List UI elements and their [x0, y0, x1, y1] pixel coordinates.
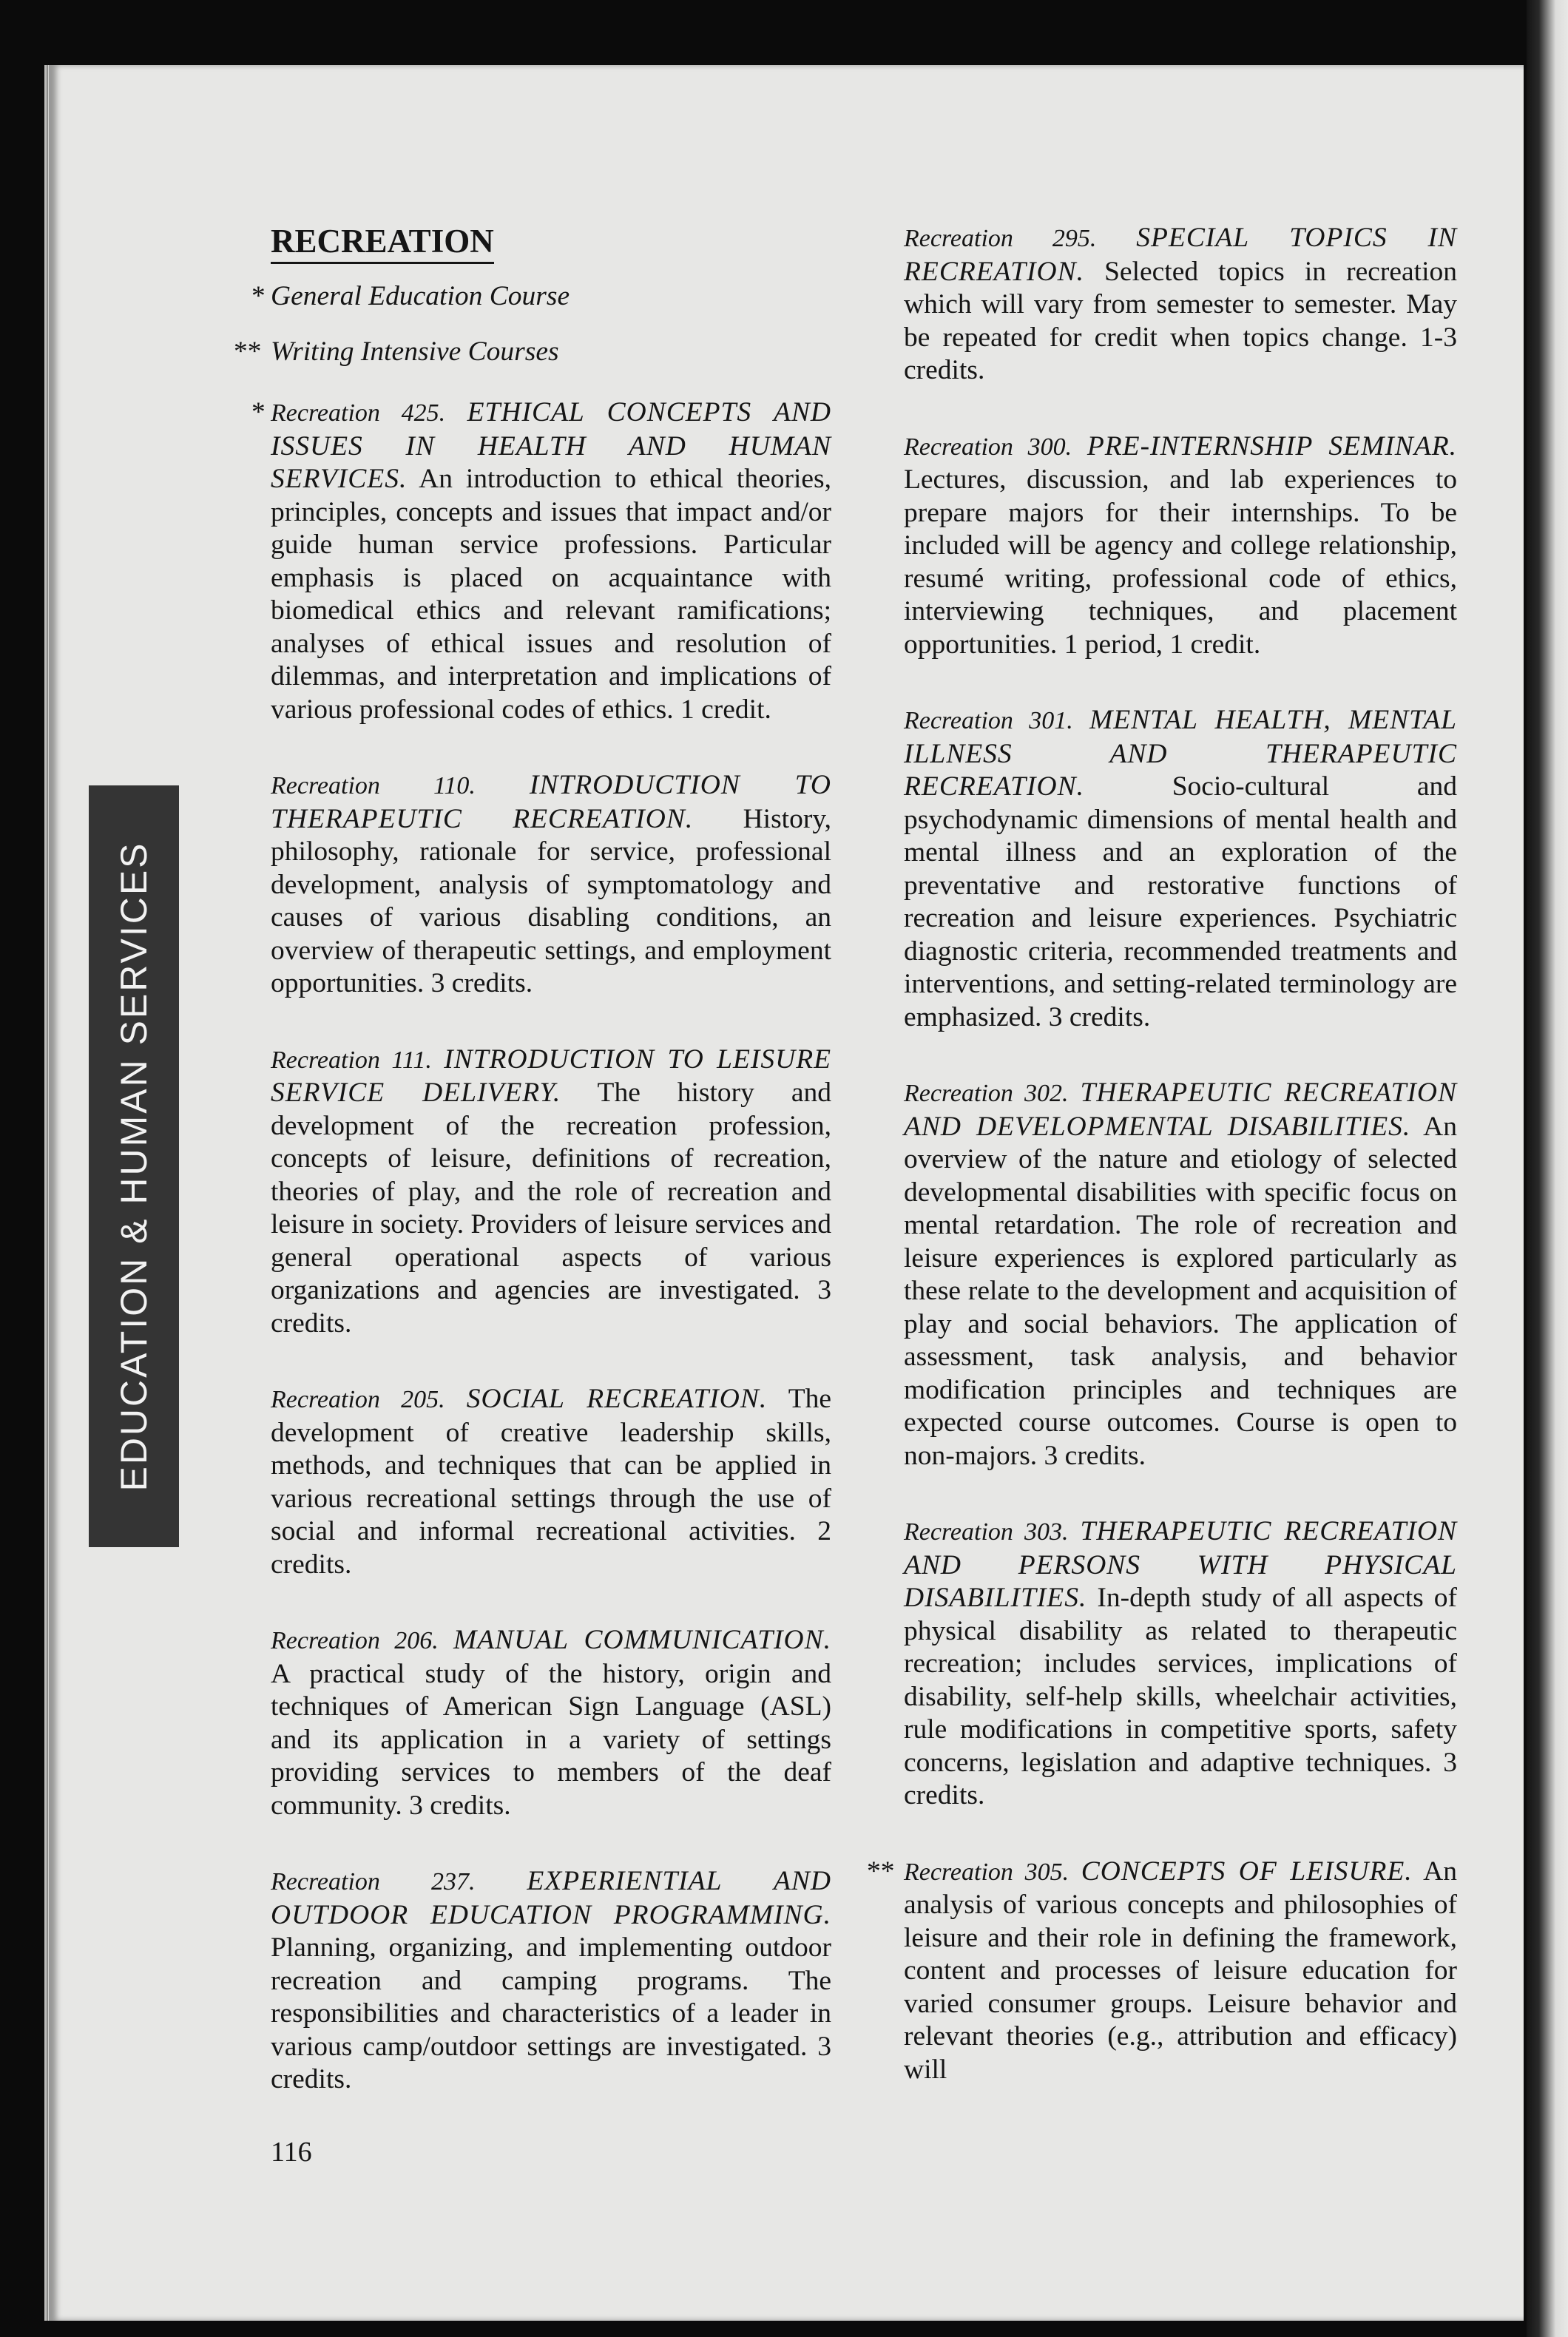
course-number: Recreation 110. — [271, 772, 476, 799]
course-number: Recreation 205. — [271, 1386, 445, 1413]
course-entry — [271, 1044, 831, 1341]
facing-page-edge — [1527, 0, 1568, 2337]
course-number: Recreation 303. — [904, 1518, 1069, 1546]
legend-stars: ** — [234, 336, 262, 367]
section-tab-label: EDUCATION & HUMAN SERVICES — [113, 841, 155, 1492]
course-number: Recreation 300. — [904, 433, 1072, 461]
course-number: Recreation 295. — [904, 225, 1097, 252]
course-title: SPECIAL TOPICS IN RECREATION. — [904, 223, 1458, 287]
course-entry — [271, 769, 831, 1001]
course-entry — [904, 704, 1457, 1034]
course-title: THERAPEUTIC RECREATION AND DEVELOPMENTAL DISABILITIES. — [904, 1078, 1458, 1142]
legend-writing-intensive — [234, 336, 831, 369]
course-entry — [271, 1383, 831, 1581]
course-description: In-depth study of all aspects of physical disability as related to therapeutic recreation; includes services, implications of disability, self-help skills, wheelchair activities, rule modifications in competitive sports, safety concerns, legislation and adaptive techniques. 3 credits. — [904, 1583, 1458, 1810]
course-description: Lectures, discussion, and lab experiences to prepare majors for their internships. To be included will be agency and college relationship, resumé writing, professional code of ethics, interviewing techniques, and placement opportunities. 1 period, 1 credit. — [904, 464, 1457, 660]
course-entry — [271, 1624, 831, 1822]
legend-general-education — [251, 280, 831, 314]
course-stars: ** — [867, 1856, 895, 1887]
course-number: Recreation 425. — [271, 399, 446, 427]
right-column — [867, 222, 1458, 2122]
legend-text: General Education Course — [271, 281, 570, 311]
course-title: EXPERIENTIAL AND OUTDOOR EDUCATION PROGRAMMING. — [271, 1866, 831, 1930]
course-description: An overview of the nature and etiology of selected developmental disabilities with specific focus on mental retardation. The role of recreation and leisure experiences is explored particularly as these relate to the development and acquisition of play and social behaviors. The application of assessment, task analysis, and behavior modification principles and techniques are expected course outcomes. Course is open to non-majors. 3 credits. — [904, 1111, 1457, 1471]
course-entry — [904, 1077, 1457, 1472]
legend-text: Writing Intensive Courses — [271, 336, 559, 367]
course-number: Recreation 206. — [271, 1627, 439, 1654]
course-title: ETHICAL CONCEPTS AND ISSUES IN HEALTH AND HUMAN SERVICES. — [271, 397, 831, 494]
course-description: The history and development of the recreation profession, concepts of leisure, definitions of recreation, theories of play, and the role of recreation and leisure in society. Providers of leisure services and general operational aspects of various organizations and agencies are investigated. 3 credits. — [271, 1078, 831, 1339]
course-title: THERAPEUTIC RECREATION AND PERSONS WITH PHYSICAL DISABILITIES. — [904, 1516, 1458, 1613]
course-number: Recreation 111. — [271, 1046, 432, 1074]
course-description: The development of creative leadership skills, methods, and techniques that can be applied in various recreational settings through the use of social and informal recreational activities. 2 credits. — [271, 1384, 831, 1580]
course-entry — [904, 430, 1457, 662]
course-title: PRE-INTERNSHIP SEMINAR. — [1087, 430, 1458, 461]
course-entry — [867, 1856, 1457, 2087]
legend-stars: * — [251, 281, 266, 311]
course-stars: * — [251, 397, 266, 427]
left-column — [234, 222, 832, 2140]
course-description: An analysis of various concepts and philosophies of leisure and their role in defining the framework, content and processes of leisure education for varied consumer groups. Leisure behavior and relevant theories (e.g., attribution and efficacy) will — [904, 1856, 1457, 2085]
course-description: History, philosophy, rationale for service, professional development, analysis of symptomatology and causes of various disabling conditions, an overview of therapeutic settings, and employment opportunities. 3 credits. — [271, 803, 832, 998]
course-entry — [904, 222, 1457, 388]
course-number: Recreation 305. — [904, 1858, 1069, 1886]
section-heading: RECREATION — [271, 222, 494, 264]
course-description: Selected topics in recreation which will vary from semester to semester. May be repeated for credit when topics change. 1-3 credits. — [904, 256, 1457, 385]
course-entry — [271, 1865, 831, 2097]
course-number: Recreation 237. — [271, 1868, 476, 1895]
page-number: 116 — [271, 2137, 312, 2168]
course-title: INTRODUCTION TO LEISURE SERVICE DELIVERY. — [271, 1044, 832, 1108]
course-description: Planning, organizing, and implementing outdoor recreation and camping programs. The responsibilities and characteristics of a leader in various camp/outdoor settings are investigated. 3 credits. — [271, 1932, 831, 2094]
course-title: MENTAL HEALTH, MENTAL ILLNESS AND THERAPEUTIC RECREATION. — [904, 705, 1458, 802]
course-title: SOCIAL RECREATION. — [466, 1384, 768, 1414]
course-number: Recreation 302. — [904, 1080, 1069, 1107]
course-description: A practical study of the history, origin and techniques of American Sign Language (ASL) and its application in a variety of settings providing services to members of the deaf community. 3 credits. — [271, 1658, 831, 1821]
course-title: MANUAL COMMUNICATION. — [453, 1625, 831, 1655]
course-number: Recreation 301. — [904, 707, 1073, 734]
course-title: CONCEPTS OF LEISURE. — [1081, 1856, 1413, 1887]
course-description: An introduction to ethical theories, principles, concepts and issues that impact and/or guide human service professions. Particular emphasis is placed on acquaintance with biomedical ethics and relevant ramifications; analyses of ethical issues and resolution of dilemmas, and interpretation and implications of various professional codes of ethics. 1 credit. — [271, 464, 831, 725]
course-entry — [251, 396, 831, 726]
course-title: INTRODUCTION TO THERAPEUTIC RECREATION. — [271, 770, 831, 834]
course-description: Socio-cultural and psychodynamic dimensions of mental health and mental illness and an exploration of the preventative and restorative functions of recreation and leisure experiences. Psychiatric diagnostic criteria, recommended treatments and interventions, and setting-related terminology are emphasized. 3 credits. — [904, 771, 1457, 1032]
section-thumb-tab — [89, 785, 179, 1547]
course-entry — [904, 1515, 1457, 1813]
